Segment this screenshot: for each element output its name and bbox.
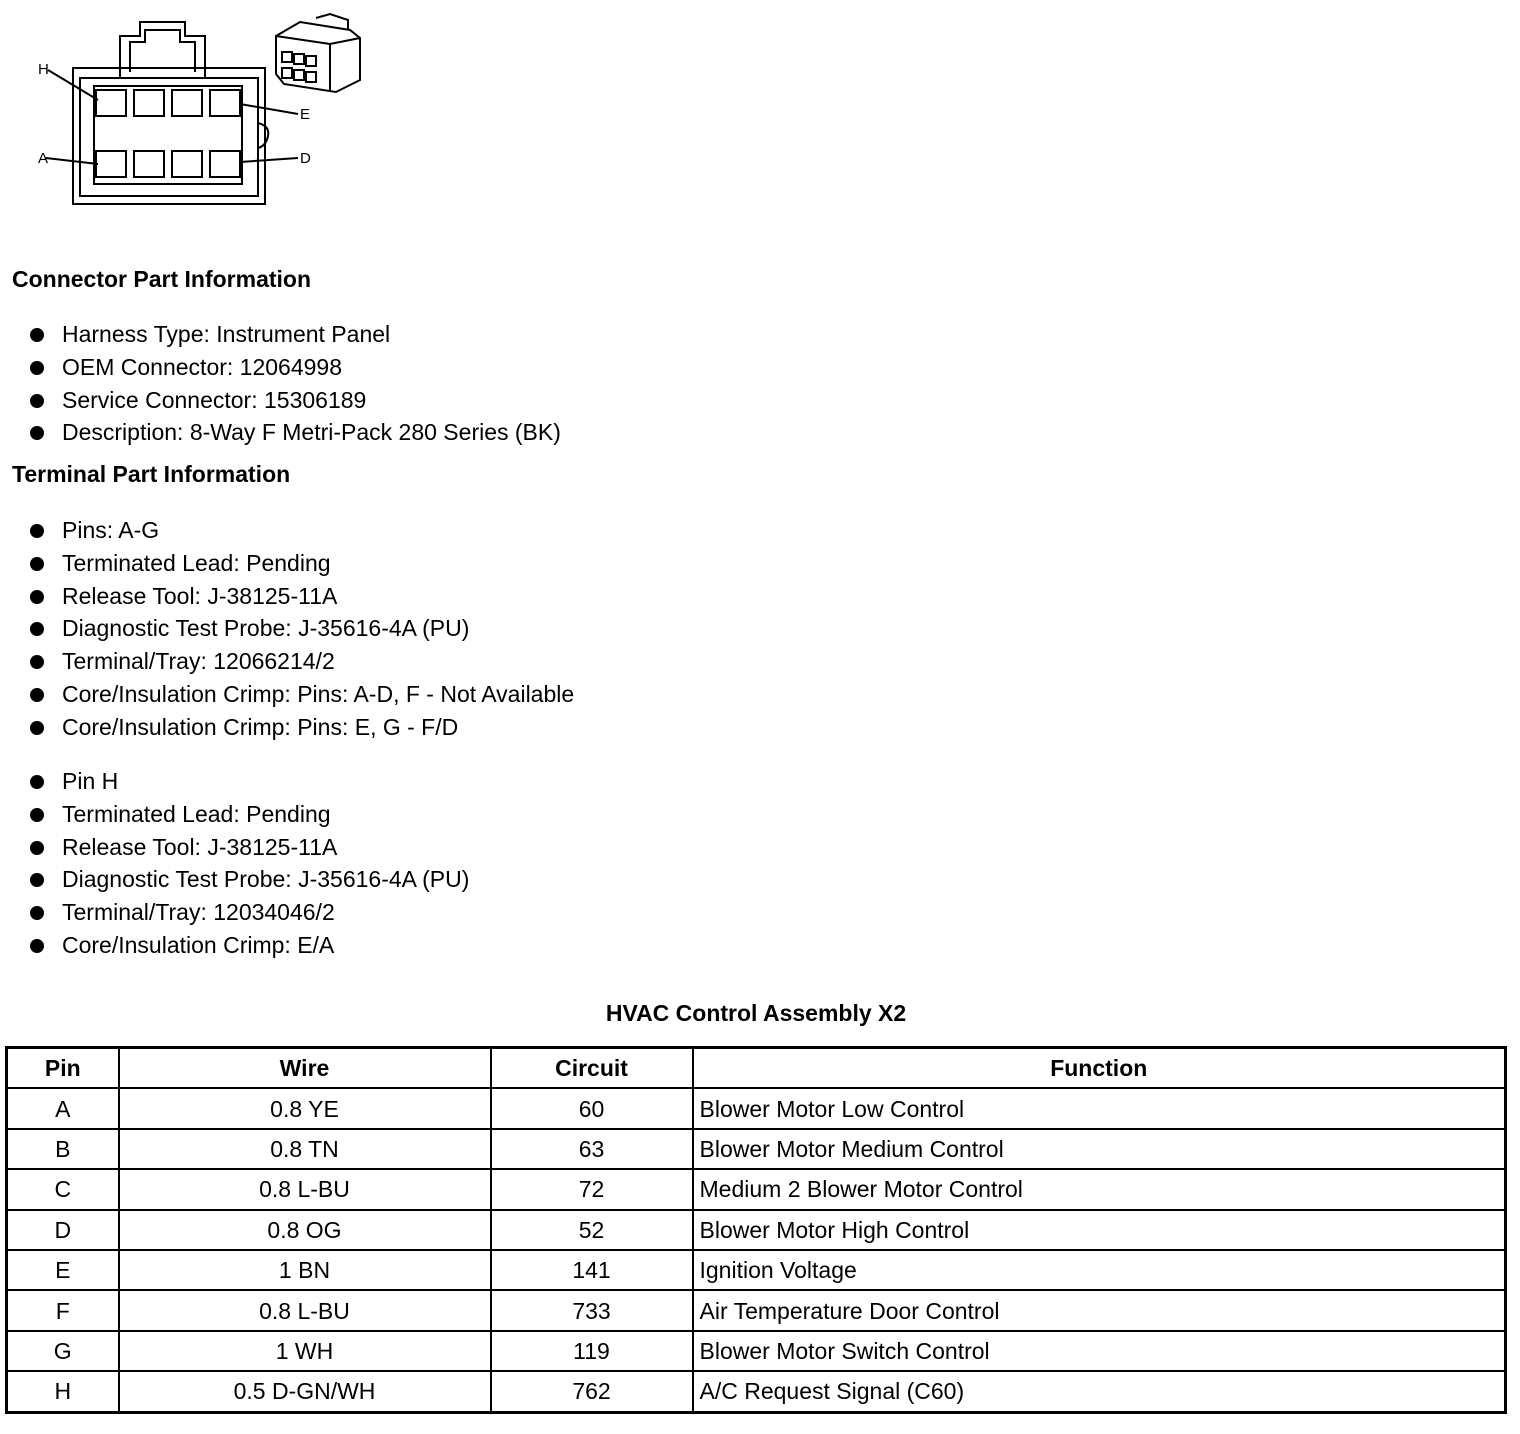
pin-label-d: D bbox=[300, 150, 311, 167]
connector-face-drawing bbox=[30, 8, 370, 213]
bullet-icon bbox=[30, 906, 44, 920]
list-item: Terminal/Tray: 12066214/2 bbox=[28, 645, 574, 678]
bullet-icon bbox=[30, 688, 44, 702]
bullet-icon bbox=[30, 394, 44, 408]
cell-pin: E bbox=[7, 1250, 119, 1290]
cell-wire: 0.8 YE bbox=[119, 1088, 491, 1128]
cell-function: Blower Motor Low Control bbox=[693, 1088, 1506, 1128]
cell-function: Blower Motor High Control bbox=[693, 1210, 1506, 1250]
cell-pin: D bbox=[7, 1210, 119, 1250]
bullet-icon bbox=[30, 622, 44, 636]
cell-wire: 0.8 TN bbox=[119, 1129, 491, 1169]
list-item: Release Tool: J-38125-11A bbox=[28, 831, 469, 864]
cell-circuit: 141 bbox=[491, 1250, 693, 1290]
bullet-icon bbox=[30, 939, 44, 953]
list-item: Diagnostic Test Probe: J-35616-4A (PU) bbox=[28, 612, 574, 645]
cell-circuit: 63 bbox=[491, 1129, 693, 1169]
cell-pin: B bbox=[7, 1129, 119, 1169]
pin-label-a: A bbox=[38, 150, 49, 167]
bullet-icon bbox=[30, 808, 44, 822]
bullet-icon bbox=[30, 557, 44, 571]
cell-circuit: 72 bbox=[491, 1169, 693, 1209]
list-item: Description: 8-Way F Metri-Pack 280 Series (BK) bbox=[28, 416, 561, 449]
cell-wire: 0.8 L-BU bbox=[119, 1169, 491, 1209]
cell-wire: 0.8 OG bbox=[119, 1210, 491, 1250]
terminal-info-list-1 bbox=[28, 514, 574, 744]
cell-pin: A bbox=[7, 1088, 119, 1128]
table-row bbox=[7, 1129, 1506, 1169]
connector-info-title: Connector Part Information bbox=[12, 266, 312, 292]
header-wire: Wire bbox=[119, 1048, 491, 1089]
bullet-icon bbox=[30, 426, 44, 440]
connector-diagram bbox=[30, 8, 370, 213]
list-item: Core/Insulation Crimp: Pins: E, G - F/D bbox=[28, 711, 574, 744]
cell-circuit: 60 bbox=[491, 1088, 693, 1128]
table-title: HVAC Control Assembly X2 bbox=[605, 1000, 907, 1026]
list-item: Pins: A-G bbox=[28, 514, 574, 547]
terminal-info-list-2 bbox=[28, 765, 469, 962]
terminal-info-title: Terminal Part Information bbox=[12, 461, 291, 487]
table-row bbox=[7, 1371, 1506, 1412]
cell-function: Blower Motor Medium Control bbox=[693, 1129, 1506, 1169]
cell-function: Medium 2 Blower Motor Control bbox=[693, 1169, 1506, 1209]
cell-wire: 1 WH bbox=[119, 1331, 491, 1371]
cell-circuit: 733 bbox=[491, 1290, 693, 1330]
table-row bbox=[7, 1331, 1506, 1371]
cell-pin: C bbox=[7, 1169, 119, 1209]
bullet-icon bbox=[30, 775, 44, 789]
cell-wire: 0.8 L-BU bbox=[119, 1290, 491, 1330]
table-row bbox=[7, 1210, 1506, 1250]
cell-circuit: 119 bbox=[491, 1331, 693, 1371]
list-item: Core/Insulation Crimp: E/A bbox=[28, 929, 469, 962]
list-item: Terminated Lead: Pending bbox=[28, 547, 574, 580]
connector-info-list bbox=[28, 318, 561, 449]
cell-pin: F bbox=[7, 1290, 119, 1330]
table-row bbox=[7, 1250, 1506, 1290]
list-item: Core/Insulation Crimp: Pins: A-D, F - Not Available bbox=[28, 678, 574, 711]
pinout-table bbox=[5, 1046, 1507, 1414]
cell-circuit: 52 bbox=[491, 1210, 693, 1250]
table-row bbox=[7, 1088, 1506, 1128]
cell-pin: G bbox=[7, 1331, 119, 1371]
list-item: Diagnostic Test Probe: J-35616-4A (PU) bbox=[28, 863, 469, 896]
list-item: Harness Type: Instrument Panel bbox=[28, 318, 561, 351]
list-item: Pin H bbox=[28, 765, 469, 798]
bullet-icon bbox=[30, 361, 44, 375]
table-header-row bbox=[7, 1048, 1506, 1089]
bullet-icon bbox=[30, 655, 44, 669]
cell-circuit: 762 bbox=[491, 1371, 693, 1412]
list-item: Terminated Lead: Pending bbox=[28, 798, 469, 831]
pin-label-h: H bbox=[38, 61, 49, 78]
header-pin: Pin bbox=[7, 1048, 119, 1089]
bullet-icon bbox=[30, 841, 44, 855]
bullet-icon bbox=[30, 590, 44, 604]
pin-label-e: E bbox=[300, 106, 311, 123]
bullet-icon bbox=[30, 328, 44, 342]
cell-pin: H bbox=[7, 1371, 119, 1412]
cell-function: Ignition Voltage bbox=[693, 1250, 1506, 1290]
header-function: Function bbox=[693, 1048, 1506, 1089]
table-row bbox=[7, 1169, 1506, 1209]
bullet-icon bbox=[30, 721, 44, 735]
bullet-icon bbox=[30, 873, 44, 887]
header-circuit: Circuit bbox=[491, 1048, 693, 1089]
list-item: OEM Connector: 12064998 bbox=[28, 351, 561, 384]
cell-wire: 0.5 D-GN/WH bbox=[119, 1371, 491, 1412]
list-item: Release Tool: J-38125-11A bbox=[28, 580, 574, 613]
cell-function: Blower Motor Switch Control bbox=[693, 1331, 1506, 1371]
cell-function: A/C Request Signal (C60) bbox=[693, 1371, 1506, 1412]
cell-function: Air Temperature Door Control bbox=[693, 1290, 1506, 1330]
list-item: Terminal/Tray: 12034046/2 bbox=[28, 896, 469, 929]
cell-wire: 1 BN bbox=[119, 1250, 491, 1290]
list-item: Service Connector: 15306189 bbox=[28, 384, 561, 417]
table-row bbox=[7, 1290, 1506, 1330]
bullet-icon bbox=[30, 524, 44, 538]
